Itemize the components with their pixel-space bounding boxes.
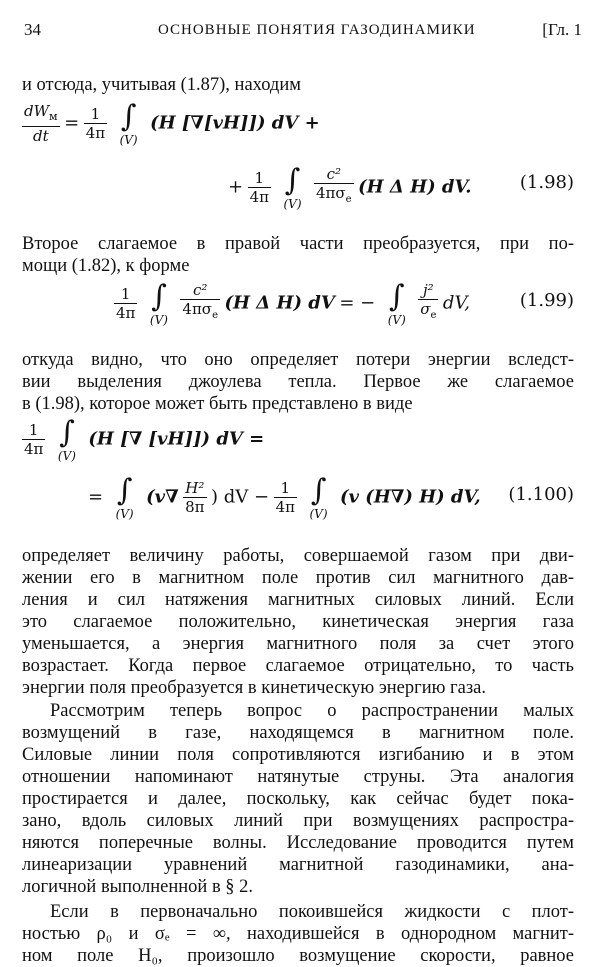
integral-sign: ∫ (V) <box>309 473 328 521</box>
lhs-fraction: $\frac{dW_м}{dt}$ <box>24 101 58 145</box>
equation-1-100: $\frac{1}{4\pi}$ ∫ (V) (H [∇ [vH]]) dV = = ∫ (V) (v∇ $\frac{\text{H²}}{8\pi}$ ) dV − $\frac{1}{4\pi}$ ∫ (V) (v (H∇) H) dV, (1.100) <box>24 415 574 521</box>
chapter-marker: [Гл. 1 <box>542 20 582 39</box>
integral-sign: ∫ (V) <box>149 279 168 327</box>
page-header <box>24 20 582 44</box>
equation-number: (1.98) <box>519 172 574 193</box>
integral-sign: ∫ (V) <box>115 473 134 521</box>
running-title: ОСНОВНЫЕ ПОНЯТИЯ ГАЗОДИНАМИКИ <box>158 22 476 38</box>
integral-sign: ∫ (V) <box>57 415 76 463</box>
equation-1-99: $\frac{1}{4\pi}$ ∫ (V) $\frac{\text{c²}}{4\pi\sigma_е}$ (H Δ H) dV = − ∫ (V) $\frac{\text{j²}}{\sigma_е}$ dV, (1.99) <box>116 279 574 327</box>
paragraph-2: откуда видно, что оно определяет потери энергии вследст- вии выделения джоулева тепла. Первое же слагаемое в (1.98), которое может быть представлено в виде <box>22 350 574 414</box>
paragraph-3: определяет величину работы, совершаемой газом при дви- жении его в магнитном поле против сил магнитного дав- ления и сил натяжения магнитных силовых линий. Если это слагаемое положительно, кинетическая энергия газа уменьшается, а энергия магнитного поля за счет этого возрастает. Когда первое слагаемое отрицательно, то часть энергии поля преобразуется в кинетическую энергию газа. <box>22 546 574 698</box>
equation-number: (1.99) <box>519 290 574 311</box>
paragraph-1: Второе слагаемое в правой части преобразуется, при по- мощи (1.82), к форме <box>22 234 574 276</box>
paragraph-5: Если в первоначально покоившейся жидкости с плот- ностью ρ₀ и σₑ = ∞, находившейся в однородном магнит- ном поле H₀, произошло возмущение скорости, равное <box>22 902 574 966</box>
equation-1-98: $\frac{dW_м}{dt}$ = $\frac{1}{4\pi}$ ∫ (V) (H [∇[vH]]) dV + + $\frac{1}{4\pi}$ ∫ (V) $\frac{\text{c²}}{4\pi\sigma_е}$ (H Δ H) dV. (1.98) <box>24 99 574 211</box>
intro-line: и отсюда, учитывая (1.87), находим <box>22 75 301 95</box>
integral-sign: ∫ (V) <box>387 279 406 327</box>
coefficient-fraction: $\frac{1}{4\pi}$ <box>85 104 106 142</box>
integral-sign: ∫ (V) <box>283 163 302 211</box>
paragraph-4: Рассмотрим теперь вопрос о распространении малых возмущений в газе, находящемся в магнитном поле. Силовые линии поля сопротивляются изгибанию и в этом отношении напоминают натянутые струны. Эта аналогия простирается и далее, поскольку, как сейчас будет пока- зано, вдоль силовых линий при возмущениях распростра- няются поперечные волны. Исследование проводится путем линеаризации уравнений магнитной газодинамики, ана- логичной выполненной в § 2. <box>22 701 574 897</box>
page-number: 34 <box>24 20 41 39</box>
integral-sign: ∫ (V) <box>119 99 138 147</box>
equation-number: (1.100) <box>508 484 574 505</box>
